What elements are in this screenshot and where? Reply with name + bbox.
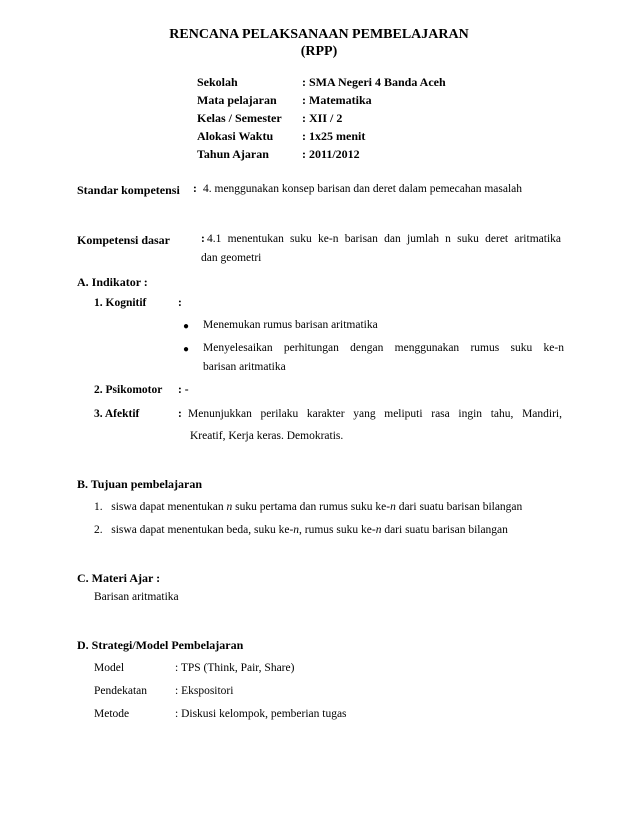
- kognitif-colon: :: [178, 297, 182, 309]
- standar-text: 4. menggunakan konsep barisan dan deret dalam pemecahan masalah: [203, 183, 523, 195]
- afektif-text-line2: Kreatif, Kerja keras. Demokratis.: [190, 430, 344, 442]
- strategi-label-metode: Metode: [94, 708, 130, 720]
- tujuan-item-1-num: 1.: [94, 501, 103, 513]
- strategi-label-pendekatan: Pendekatan: [94, 685, 148, 697]
- tujuan-item-1: [94, 501, 522, 513]
- kompetensi-colon: :: [201, 233, 205, 245]
- meta-label-alokasi: Alokasi Waktu: [197, 129, 274, 143]
- tujuan-item-1-text-b: suku pertama dan rumus suku ke-: [232, 501, 391, 513]
- meta-value-sekolah: : SMA Negeri 4 Banda Aceh: [302, 75, 446, 89]
- kompetensi-text-line2: dan geometri: [201, 252, 262, 264]
- tujuan-item-2: [94, 524, 508, 536]
- meta-label-kelas: Kelas / Semester: [197, 111, 282, 125]
- psikomotor-value: : -: [178, 384, 189, 396]
- kognitif-bullet-1: Menemukan rumus barisan aritmatika: [203, 319, 378, 331]
- tujuan-heading: B. Tujuan pembelajaran: [77, 477, 203, 491]
- strategi-value-model: : TPS (Think, Pair, Share): [175, 662, 295, 674]
- tujuan-item-2-text-c: dari suatu barisan bilangan: [381, 524, 508, 536]
- afektif-label: 3. Afektif: [94, 408, 140, 420]
- psikomotor-label: 2. Psikomotor: [94, 384, 163, 396]
- strategi-heading: D. Strategi/Model Pembelajaran: [77, 638, 244, 652]
- materi-heading: C. Materi Ajar :: [77, 571, 161, 585]
- page-subtitle: (RPP): [300, 44, 338, 59]
- standar-label: Standar kompetensi: [77, 183, 180, 197]
- tujuan-item-2-var-n2: n: [375, 524, 382, 536]
- afektif-text-line1: Menunjukkan perilaku karakter yang meliputi rasa ingin tahu, Mandiri,: [188, 408, 562, 420]
- kognitif-label: 1. Kognitif: [94, 297, 147, 309]
- kognitif-bullet-2-line1: Menyelesaikan perhitungan dengan menggunakan rumus suku ke-n: [203, 342, 564, 354]
- meta-label-tahun: Tahun Ajaran: [197, 147, 269, 161]
- tujuan-item-1-var-n: n: [226, 501, 233, 513]
- meta-value-mapel: : Matematika: [302, 93, 372, 107]
- tujuan-item-2-var-n: n: [293, 524, 300, 536]
- meta-label-sekolah: Sekolah: [197, 75, 238, 89]
- afektif-colon: :: [178, 408, 182, 420]
- strategi-value-metode: : Diskusi kelompok, pemberian tugas: [175, 708, 347, 720]
- tujuan-item-2-text-a: siswa dapat menentukan beda, suku ke-: [111, 524, 294, 536]
- strategi-value-pendekatan: : Ekspositori: [175, 685, 234, 697]
- tujuan-item-2-num: 2.: [94, 524, 103, 536]
- tujuan-item-1-var-n2: n: [390, 501, 396, 513]
- kompetensi-label: Kompetensi dasar: [77, 233, 170, 247]
- meta-value-kelas: : XII / 2: [302, 111, 343, 125]
- bullet-icon: ●: [183, 321, 190, 332]
- standar-colon: :: [193, 183, 197, 195]
- indikator-heading: A. Indikator :: [77, 275, 148, 289]
- tujuan-item-1-text-c: dari suatu barisan bilangan: [395, 501, 523, 513]
- kompetensi-text-line1: 4.1 menentukan suku ke-n barisan dan jumlah n suku deret aritmatika: [207, 233, 561, 245]
- kognitif-bullet-2-line2: barisan aritmatika: [203, 361, 286, 373]
- page-title: RENCANA PELAKSANAAN PEMBELAJARAN: [169, 27, 469, 42]
- meta-label-mapel: Mata pelajaran: [197, 93, 277, 107]
- strategi-label-model: Model: [94, 662, 125, 674]
- materi-text: Barisan aritmatika: [94, 591, 179, 603]
- meta-value-tahun: : 2011/2012: [302, 147, 360, 161]
- bullet-icon: ●: [183, 344, 190, 355]
- meta-value-alokasi: : 1x25 menit: [302, 129, 366, 143]
- tujuan-item-2-text-b: , rumus suku ke-: [299, 524, 376, 536]
- tujuan-item-1-text-a: siswa dapat menentukan: [111, 501, 227, 513]
